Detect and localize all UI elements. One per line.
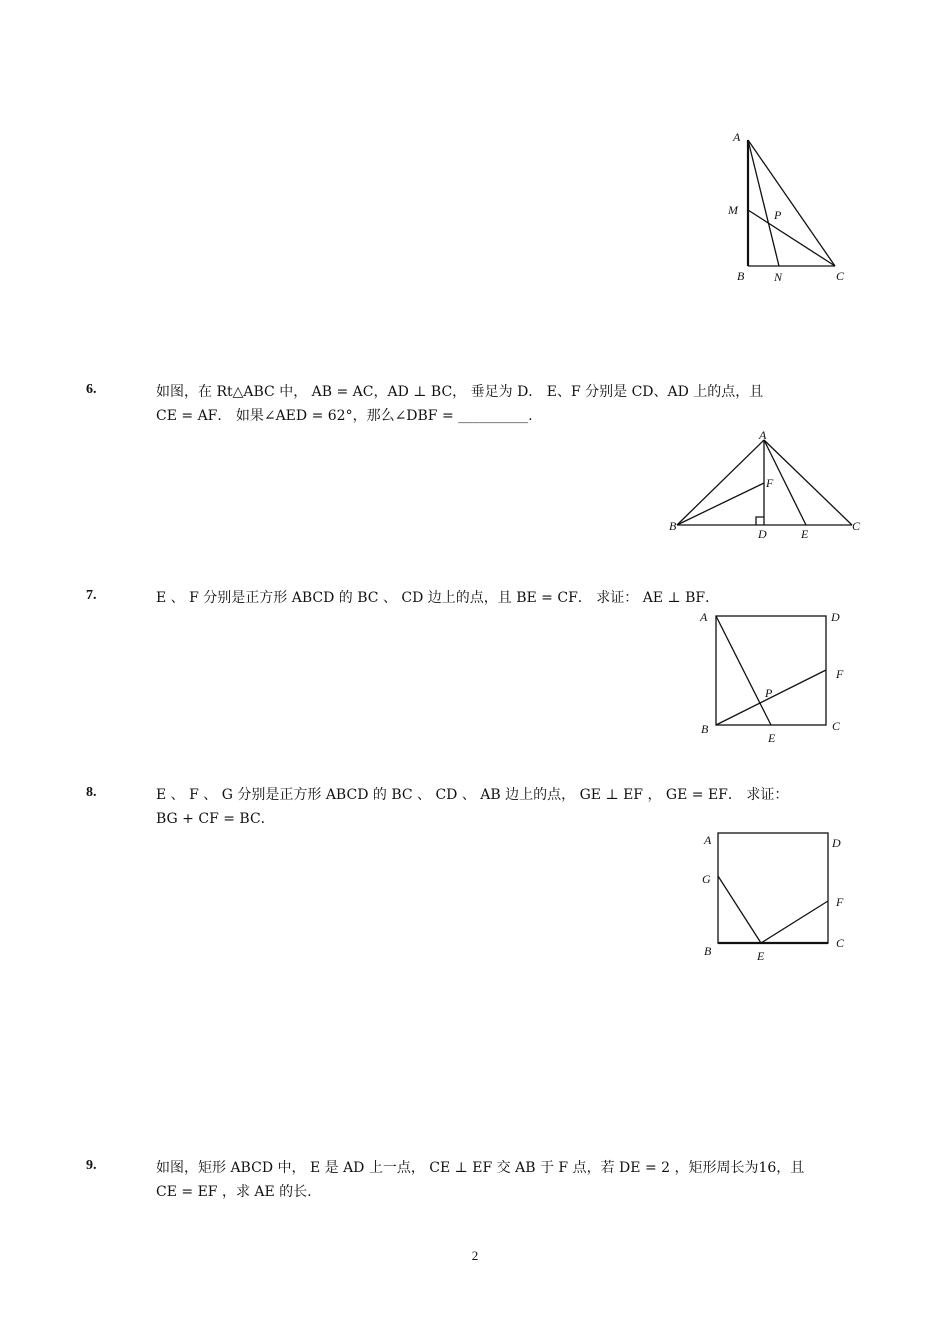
- problem-9-line-2: CE = EF ，求 AE 的长.: [156, 1184, 312, 1200]
- label-f: F: [836, 667, 844, 681]
- right-angle-mark: [756, 517, 764, 525]
- label-e: E: [768, 731, 776, 745]
- label-c: C: [836, 936, 845, 950]
- label-d: D: [832, 836, 841, 850]
- square-abcd: [718, 833, 828, 943]
- problem-9-number: 9.: [86, 1158, 97, 1173]
- label-f: F: [766, 476, 774, 490]
- segment-an: [748, 140, 779, 266]
- problem-6-line-1: 如图，在 Rt△ABC 中， AB = AC，AD ⊥ BC， 垂足为 D． E、F 分别是 CD、AD 上的点，且: [156, 384, 764, 400]
- label-m: M: [728, 203, 738, 217]
- problem-8-number: 8.: [86, 785, 97, 800]
- segment-ef: [761, 901, 828, 943]
- problem-6-number: 6.: [86, 382, 97, 397]
- label-c: C: [836, 269, 845, 283]
- label-b: B: [704, 944, 712, 958]
- segment-mc: [748, 210, 835, 266]
- label-d: D: [831, 610, 840, 624]
- label-b: B: [669, 519, 677, 533]
- problem-9-text: [156, 1156, 864, 1204]
- figure-problem-8: [696, 822, 856, 967]
- segment-ge: [718, 876, 761, 943]
- label-c: C: [852, 519, 861, 533]
- problem-7-number: 7.: [86, 588, 97, 603]
- label-b: B: [737, 269, 745, 283]
- label-g: G: [702, 872, 711, 886]
- problem-6-line-2: CE = AF． 如果∠AED = 62°，那么∠DBF = __________.: [156, 408, 533, 424]
- problem-6-text: [156, 380, 864, 428]
- label-e: E: [757, 949, 765, 963]
- label-c: C: [832, 719, 841, 733]
- problem-8-line-2: BG + CF = BC．: [156, 811, 275, 827]
- figure-problem-6: [666, 428, 866, 543]
- segment-ac: [748, 140, 835, 266]
- label-a: A: [700, 610, 708, 624]
- figure-triangle-abc-mpn: [720, 128, 860, 288]
- square-abcd: [716, 616, 826, 725]
- segment-ac: [764, 440, 852, 525]
- label-a: A: [733, 130, 741, 144]
- segment-bf: [677, 483, 764, 525]
- label-p: P: [765, 686, 773, 700]
- label-a: A: [759, 428, 767, 442]
- label-f: F: [836, 895, 844, 909]
- label-e: E: [801, 527, 809, 541]
- label-p: P: [774, 208, 782, 222]
- label-b: B: [701, 722, 709, 736]
- label-a: A: [704, 833, 712, 847]
- segment-ab: [677, 440, 764, 525]
- segment-ae: [716, 616, 771, 725]
- page-number: 2: [471, 1248, 479, 1263]
- figure-problem-7: [696, 606, 856, 751]
- problem-9-line-1: 如图，矩形 ABCD 中， E 是 AD 上一点， CE ⊥ EF 交 AB 于 F 点，若 DE = 2 ，矩形周长为16，且: [156, 1160, 805, 1176]
- problem-8-line-1: E 、 F 、 G 分别是正方形 ABCD 的 BC 、 CD 、 AB 边上的点， GE ⊥ EF ， GE = EF． 求证：: [156, 787, 789, 803]
- label-n: N: [774, 270, 783, 284]
- label-d: D: [758, 527, 767, 541]
- problem-7-line-1: E 、 F 分别是正方形 ABCD 的 BC 、 CD 边上的点，且 BE = CF． 求证： AE ⊥ BF．: [156, 590, 720, 606]
